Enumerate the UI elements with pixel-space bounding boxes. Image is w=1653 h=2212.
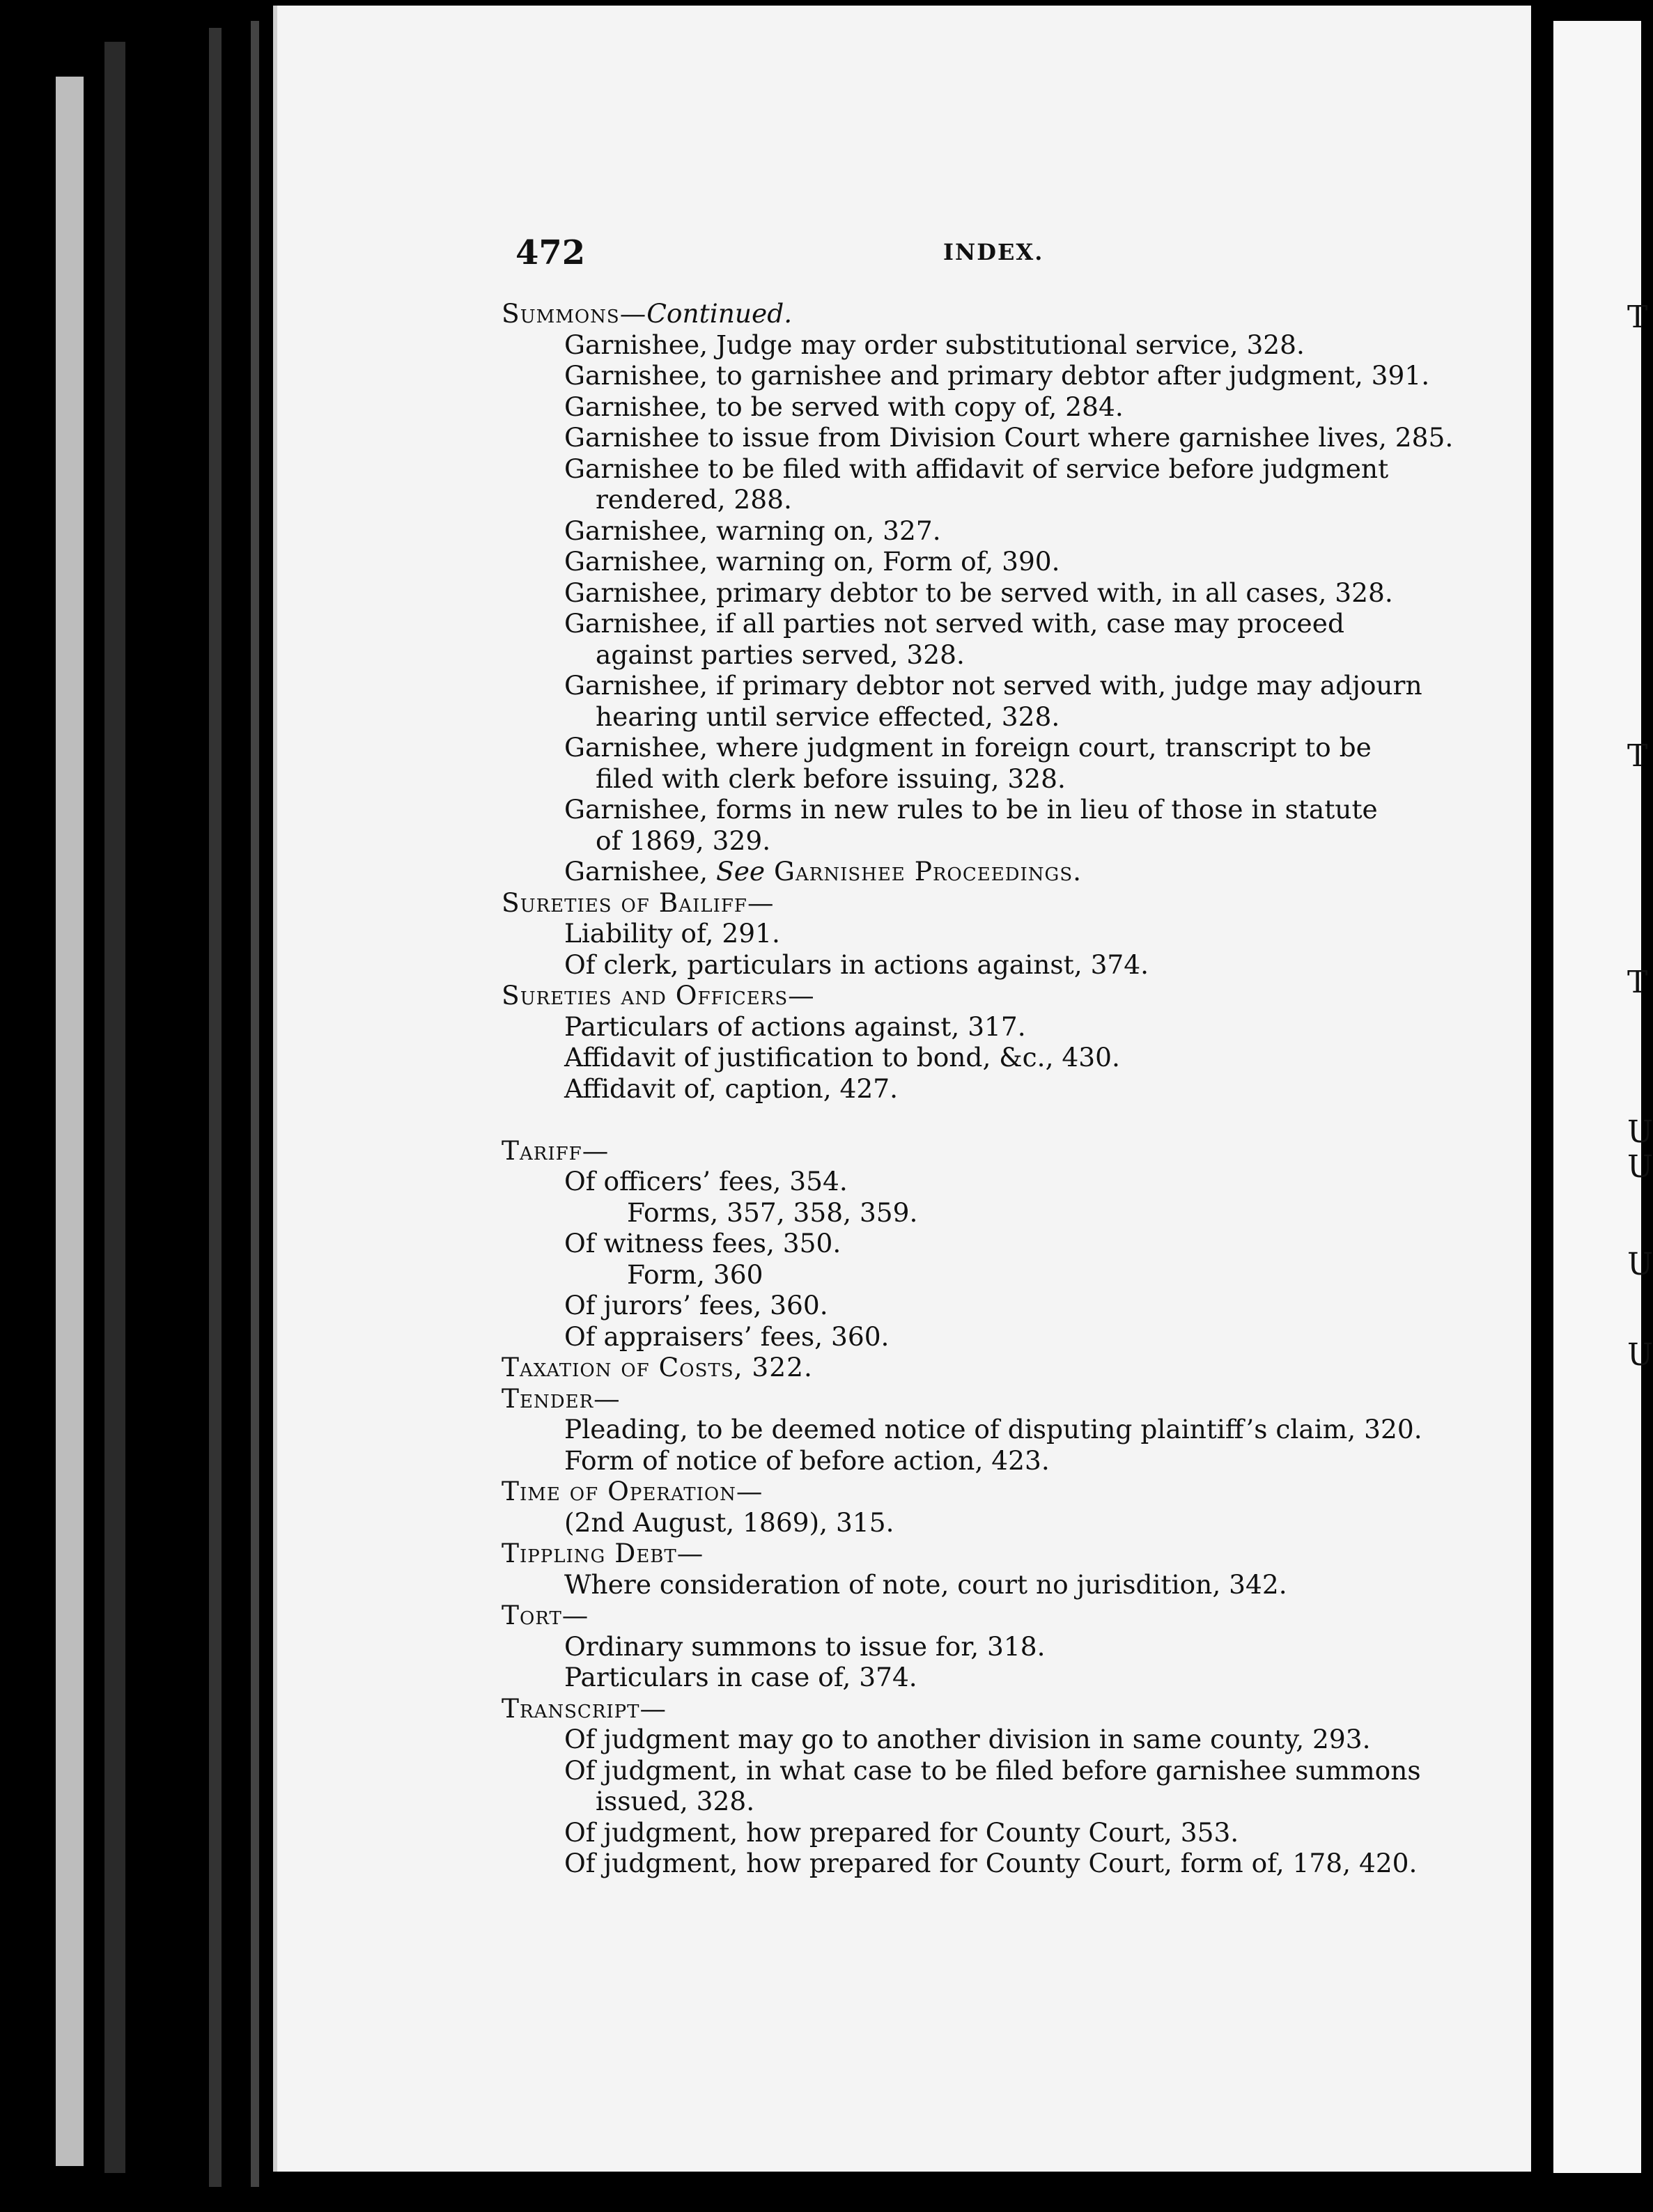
index-subentry: Garnishee, primary debtor to be served with, in all cases, 328. <box>564 577 1393 608</box>
index-heading-text: Taxation of Costs, 322. <box>502 1352 813 1382</box>
entry-spacer <box>502 1104 1456 1135</box>
index-subentry: Liability of, 291. <box>564 918 780 949</box>
index-subentry: Of judgment, in what case to be filed before garnishee summons <box>564 1754 1421 1786</box>
facing-page-letter: T <box>1627 738 1648 774</box>
index-heading <box>502 1476 1456 1507</box>
cross-reference: Garnishee Proceedings. <box>765 856 1082 887</box>
facing-page-edge <box>1553 21 1641 2173</box>
index-subentry: Affidavit of justification to bond, &c., 430. <box>564 1042 1120 1073</box>
facing-page-letter: T <box>1627 299 1648 335</box>
index-subentry: Particulars in case of, 374. <box>564 1662 917 1692</box>
index-subentry: Garnishee, Judge may order substitutional service, 328. <box>564 329 1305 360</box>
index-subentry: Where consideration of note, court no jurisdition, 342. <box>564 1568 1287 1600</box>
index-heading-text: Summons— <box>502 298 647 329</box>
index-continuation: against parties served, 328. <box>596 639 965 670</box>
facing-page-letter: U <box>1627 1114 1653 1150</box>
running-head <box>515 233 1435 275</box>
index-subentry: Of clerk, particulars in actions against, 374. <box>564 949 1149 980</box>
binding-shadow <box>209 28 222 2187</box>
facing-page-letter: T <box>1627 965 1648 1000</box>
facing-page-letter: U <box>1627 1149 1653 1185</box>
index-subentry: Of witness fees, 350. <box>564 1228 841 1259</box>
facing-page-letter: U <box>1627 1337 1653 1373</box>
index-subentry: Garnishee, to be served with copy of, 284. <box>564 391 1124 422</box>
index-subentry: Particulars of actions against, 317. <box>564 1011 1026 1042</box>
index-heading-text: Tariff— <box>502 1135 610 1166</box>
index-subentry: Garnishee, warning on, 327. <box>564 515 941 546</box>
index-subentry: Pleading, to be deemed notice of disputing plaintiff’s claim, 320. <box>564 1414 1422 1444</box>
index-subentry: Garnishee, if all parties not served with, case may proceed <box>564 608 1344 639</box>
index-heading-text: Sureties and Officers— <box>502 980 815 1011</box>
index-subentry: (2nd August, 1869), 315. <box>564 1506 894 1538</box>
index-heading-text: Tort— <box>502 1600 589 1630</box>
index-subentry: Of jurors’ fees, 360. <box>564 1290 828 1321</box>
binding-edge <box>56 77 84 2166</box>
index-heading <box>502 1383 1456 1415</box>
index-heading-text: Tippling Debt— <box>502 1538 704 1568</box>
index-continuation: of 1869, 329. <box>596 825 771 856</box>
subentry-text: Garnishee, <box>564 856 717 887</box>
binding-shadow <box>104 42 125 2173</box>
binding-shadow <box>251 21 259 2187</box>
index-subentry: Of judgment, how prepared for County Court, 353. <box>564 1816 1239 1848</box>
facing-page-letter: U <box>1627 1247 1653 1282</box>
index-continuation: rendered, 288. <box>596 484 792 515</box>
index-subentry: Garnishee to be filed with affidavit of service before judgment <box>564 453 1389 484</box>
index-heading-text: Tender— <box>502 1382 621 1414</box>
index-heading <box>502 1135 1456 1167</box>
page-number: 472 <box>515 233 586 272</box>
index-heading <box>502 1693 1456 1724</box>
continued-label: Continued. <box>646 298 793 329</box>
index-heading <box>502 298 1456 329</box>
index-heading-text: Sureties of Bailiff— <box>502 887 775 918</box>
index-subentry: Of judgment may go to another division in same county, 293. <box>564 1724 1371 1754</box>
running-title: INDEX. <box>943 239 1044 265</box>
index-subentry <box>502 856 1456 887</box>
index-entries <box>502 298 1456 1879</box>
index-subentry: Affidavit of, caption, 427. <box>564 1073 899 1104</box>
index-subentry: Garnishee, warning on, Form of, 390. <box>564 546 1060 577</box>
index-heading <box>502 887 1456 919</box>
index-continuation: issued, 328. <box>596 1786 755 1816</box>
index-subentry: Garnishee, forms in new rules to be in lieu of those in statute <box>564 794 1378 825</box>
index-subentry: Of officers’ fees, 354. <box>564 1166 848 1197</box>
index-heading <box>502 1538 1456 1569</box>
index-continuation: Forms, 357, 358, 359. <box>627 1197 918 1228</box>
index-heading <box>502 980 1456 1011</box>
index-subentry: Form of notice of before action, 423. <box>564 1444 1050 1476</box>
index-continuation: Form, 360 <box>627 1259 763 1290</box>
index-subentry: Of judgment, how prepared for County Court, form of, 178, 420. <box>564 1848 1418 1878</box>
index-heading-text: Transcript— <box>502 1692 667 1724</box>
index-continuation: hearing until service effected, 328. <box>596 701 1060 732</box>
index-subentry: Garnishee, if primary debtor not served with, judge may adjourn <box>564 670 1422 701</box>
index-subentry: Ordinary summons to issue for, 318. <box>564 1630 1046 1662</box>
index-heading-text: Time of Operation— <box>502 1476 763 1506</box>
index-subentry: Garnishee, where judgment in foreign court, transcript to be <box>564 732 1372 763</box>
index-subentry: Garnishee to issue from Division Court where garnishee lives, 285. <box>564 422 1454 453</box>
index-subentry: Garnishee, to garnishee and primary debtor after judgment, 391. <box>564 360 1430 391</box>
index-heading <box>502 1600 1456 1631</box>
see-label: See <box>716 856 766 887</box>
index-subentry: Of appraisers’ fees, 360. <box>564 1321 890 1352</box>
index-heading <box>502 1352 1456 1383</box>
index-continuation: filed with clerk before issuing, 328. <box>596 763 1066 794</box>
